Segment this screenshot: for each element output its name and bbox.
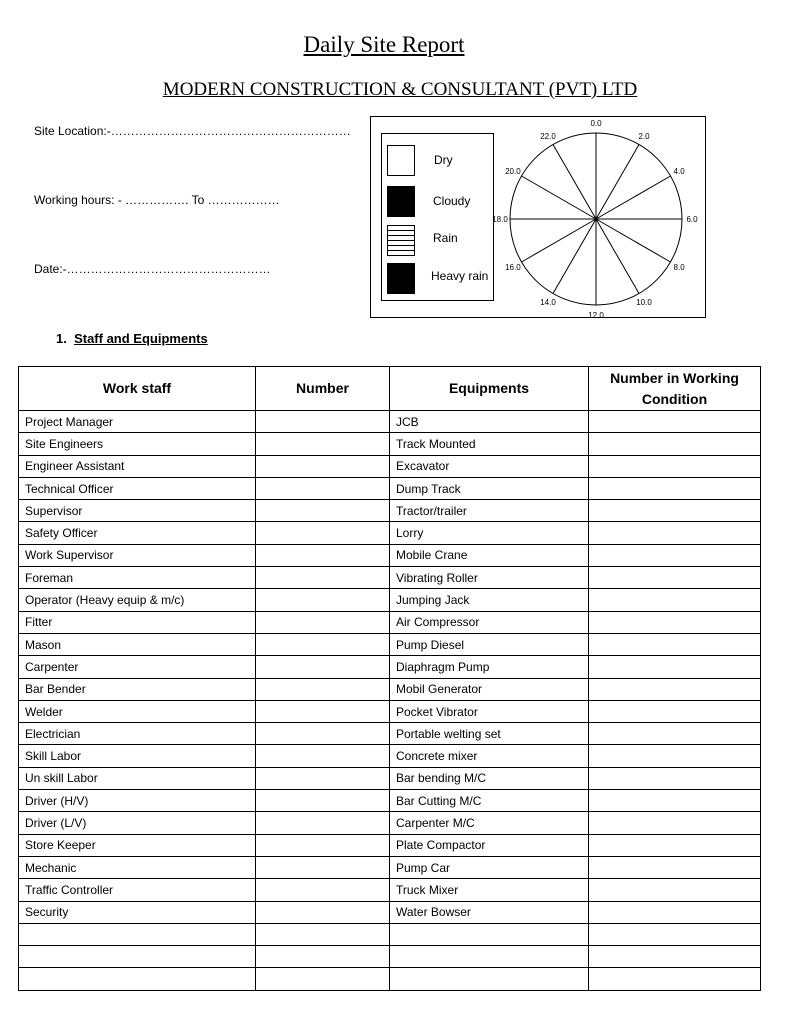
equipment-working-cell[interactable] bbox=[589, 968, 761, 990]
staff-cell: Safety Officer bbox=[19, 522, 256, 544]
table-row bbox=[19, 433, 761, 455]
staff-number-cell[interactable] bbox=[256, 477, 390, 499]
equipment-cell: Pump Car bbox=[390, 856, 589, 878]
equipment-cell bbox=[390, 968, 589, 990]
staff-cell: Electrician bbox=[19, 723, 256, 745]
equipment-working-cell[interactable] bbox=[589, 946, 761, 968]
equipment-working-cell[interactable] bbox=[589, 856, 761, 878]
equipment-working-cell[interactable] bbox=[589, 901, 761, 923]
dial-spoke bbox=[596, 145, 639, 220]
report-title: Daily Site Report bbox=[303, 32, 465, 57]
dial-spoke bbox=[522, 219, 597, 262]
staff-number-cell[interactable] bbox=[256, 923, 390, 945]
staff-number-cell[interactable] bbox=[256, 522, 390, 544]
staff-cell: Operator (Heavy equip & m/c) bbox=[19, 589, 256, 611]
table-row bbox=[19, 455, 761, 477]
equipment-cell: Bar bending M/C bbox=[390, 767, 589, 789]
table-row bbox=[19, 656, 761, 678]
heavy-rain-swatch bbox=[387, 263, 415, 294]
dial-label: 22.0 bbox=[540, 131, 556, 141]
equipment-working-cell[interactable] bbox=[589, 767, 761, 789]
staff-cell: Security bbox=[19, 901, 256, 923]
staff-cell bbox=[19, 968, 256, 990]
table-row bbox=[19, 522, 761, 544]
equipment-working-cell[interactable] bbox=[589, 633, 761, 655]
equipment-cell: Concrete mixer bbox=[390, 745, 589, 767]
equipment-cell: Diaphragm Pump bbox=[390, 656, 589, 678]
staff-cell: Traffic Controller bbox=[19, 879, 256, 901]
equipment-working-cell[interactable] bbox=[589, 611, 761, 633]
staff-number-cell[interactable] bbox=[256, 633, 390, 655]
staff-cell: Foreman bbox=[19, 567, 256, 589]
staff-number-cell[interactable] bbox=[256, 834, 390, 856]
table-row bbox=[19, 834, 761, 856]
staff-number-cell[interactable] bbox=[256, 901, 390, 923]
dial-spoke bbox=[596, 219, 639, 294]
equipment-cell: Pump Diesel bbox=[390, 633, 589, 655]
staff-number-cell[interactable] bbox=[256, 856, 390, 878]
legend-label-dry: Dry bbox=[434, 153, 453, 167]
dial-spoke bbox=[553, 145, 596, 220]
table-row bbox=[19, 856, 761, 878]
equipment-working-cell[interactable] bbox=[589, 411, 761, 433]
equipment-cell: Pocket Vibrator bbox=[390, 700, 589, 722]
dial-spoke bbox=[553, 219, 596, 294]
table-header-row bbox=[19, 367, 761, 411]
equipment-working-cell[interactable] bbox=[589, 723, 761, 745]
equipment-cell: Water Bowser bbox=[390, 901, 589, 923]
equipment-working-cell[interactable] bbox=[589, 879, 761, 901]
weather-panel bbox=[370, 116, 706, 318]
hour-dial bbox=[492, 119, 699, 320]
staff-number-cell[interactable] bbox=[256, 946, 390, 968]
staff-cell: Carpenter bbox=[19, 656, 256, 678]
equipment-cell: Truck Mixer bbox=[390, 879, 589, 901]
cloudy-swatch bbox=[387, 186, 415, 217]
equipment-cell: Vibrating Roller bbox=[390, 567, 589, 589]
dial-spoke bbox=[596, 176, 671, 219]
staff-cell: Driver (H/V) bbox=[19, 790, 256, 812]
staff-number-cell[interactable] bbox=[256, 589, 390, 611]
staff-cell: Project Manager bbox=[19, 411, 256, 433]
staff-number-cell[interactable] bbox=[256, 656, 390, 678]
table-row bbox=[19, 678, 761, 700]
table-row bbox=[19, 611, 761, 633]
section-number: 1. bbox=[56, 331, 67, 346]
staff-cell: Un skill Labor bbox=[19, 767, 256, 789]
staff-cell: Mason bbox=[19, 633, 256, 655]
table-row bbox=[19, 812, 761, 834]
equipment-working-cell[interactable] bbox=[589, 500, 761, 522]
header-number-working: Number in Working Condition bbox=[589, 367, 761, 411]
dial-label: 4.0 bbox=[673, 167, 685, 176]
dial-spoke bbox=[596, 219, 671, 262]
staff-number-cell[interactable] bbox=[256, 411, 390, 433]
dial-spoke bbox=[522, 176, 597, 219]
dial-label: 2.0 bbox=[638, 131, 650, 141]
staff-cell: Welder bbox=[19, 700, 256, 722]
equipment-working-cell[interactable] bbox=[589, 923, 761, 945]
dial-label: 6.0 bbox=[686, 215, 698, 224]
equipment-working-cell[interactable] bbox=[589, 544, 761, 566]
staff-cell: Work Supervisor bbox=[19, 544, 256, 566]
table-row bbox=[19, 567, 761, 589]
equipment-working-cell[interactable] bbox=[589, 678, 761, 700]
equipment-working-cell[interactable] bbox=[589, 812, 761, 834]
equipment-working-cell[interactable] bbox=[589, 790, 761, 812]
header-number: Number bbox=[256, 367, 390, 411]
staff-number-cell[interactable] bbox=[256, 723, 390, 745]
equipment-cell: Dump Track bbox=[390, 477, 589, 499]
section-heading bbox=[56, 331, 208, 346]
header-equipments: Equipments bbox=[390, 367, 589, 411]
staff-cell: Site Engineers bbox=[19, 433, 256, 455]
staff-number-cell[interactable] bbox=[256, 433, 390, 455]
equipment-working-cell[interactable] bbox=[589, 834, 761, 856]
table-row bbox=[19, 500, 761, 522]
staff-equipment-table bbox=[18, 366, 761, 991]
equipment-cell: Air Compressor bbox=[390, 611, 589, 633]
equipment-working-cell[interactable] bbox=[589, 433, 761, 455]
table-row bbox=[19, 477, 761, 499]
staff-number-cell[interactable] bbox=[256, 500, 390, 522]
rain-swatch bbox=[387, 225, 415, 256]
equipment-cell bbox=[390, 923, 589, 945]
equipment-working-cell[interactable] bbox=[589, 567, 761, 589]
staff-cell: Fitter bbox=[19, 611, 256, 633]
equipment-working-cell[interactable] bbox=[589, 477, 761, 499]
equipment-cell: JCB bbox=[390, 411, 589, 433]
weather-legend bbox=[381, 133, 494, 301]
dial-label: 0.0 bbox=[590, 119, 602, 128]
table-row bbox=[19, 633, 761, 655]
staff-number-cell[interactable] bbox=[256, 812, 390, 834]
staff-cell: Supervisor bbox=[19, 500, 256, 522]
equipment-cell: Excavator bbox=[390, 455, 589, 477]
staff-number-cell[interactable] bbox=[256, 700, 390, 722]
dial-label: 20.0 bbox=[505, 167, 521, 176]
staff-cell: Mechanic bbox=[19, 856, 256, 878]
dial-label: 16.0 bbox=[505, 263, 521, 272]
legend-label-rain: Rain bbox=[433, 231, 458, 245]
legend-label-cloudy: Cloudy bbox=[433, 194, 471, 208]
staff-number-cell[interactable] bbox=[256, 879, 390, 901]
equipment-cell: Tractor/trailer bbox=[390, 500, 589, 522]
equipment-cell: Carpenter M/C bbox=[390, 812, 589, 834]
equipment-cell: Mobil Generator bbox=[390, 678, 589, 700]
staff-number-cell[interactable] bbox=[256, 455, 390, 477]
equipment-working-cell[interactable] bbox=[589, 455, 761, 477]
equipment-cell: Portable welting set bbox=[390, 723, 589, 745]
equipment-working-cell[interactable] bbox=[589, 700, 761, 722]
staff-number-cell[interactable] bbox=[256, 678, 390, 700]
header-work-staff: Work staff bbox=[19, 367, 256, 411]
equipment-cell bbox=[390, 946, 589, 968]
dial-label: 10.0 bbox=[636, 298, 652, 308]
staff-cell: Skill Labor bbox=[19, 745, 256, 767]
working-hours-field: Working hours: - ……………. To ……………… bbox=[34, 193, 280, 207]
staff-number-cell[interactable] bbox=[256, 968, 390, 990]
site-location-field: Site Location:-…………………………………………………… bbox=[34, 124, 351, 138]
table-row bbox=[19, 589, 761, 611]
staff-cell bbox=[19, 946, 256, 968]
table-row bbox=[19, 745, 761, 767]
staff-cell: Driver (L/V) bbox=[19, 812, 256, 834]
table-row bbox=[19, 790, 761, 812]
equipment-cell: Lorry bbox=[390, 522, 589, 544]
equipment-cell: Plate Compactor bbox=[390, 834, 589, 856]
dial-label: 14.0 bbox=[540, 298, 556, 308]
table-row bbox=[19, 923, 761, 945]
table-row bbox=[19, 901, 761, 923]
equipment-cell: Mobile Crane bbox=[390, 544, 589, 566]
legend-label-heavy-rain: Heavy rain bbox=[431, 269, 489, 283]
staff-number-cell[interactable] bbox=[256, 611, 390, 633]
table-row bbox=[19, 879, 761, 901]
dry-swatch bbox=[387, 145, 415, 176]
equipment-cell: Jumping Jack bbox=[390, 589, 589, 611]
staff-cell bbox=[19, 923, 256, 945]
table-row bbox=[19, 700, 761, 722]
equipment-working-cell[interactable] bbox=[589, 589, 761, 611]
equipment-cell: Bar Cutting M/C bbox=[390, 790, 589, 812]
equipment-working-cell[interactable] bbox=[589, 656, 761, 678]
dial-label: 8.0 bbox=[673, 263, 685, 272]
table-row bbox=[19, 767, 761, 789]
section-title: Staff and Equipments bbox=[74, 331, 208, 346]
equipment-working-cell[interactable] bbox=[589, 745, 761, 767]
equipment-working-cell[interactable] bbox=[589, 522, 761, 544]
company-name: MODERN CONSTRUCTION & CONSULTANT (PVT) LTD bbox=[162, 79, 638, 100]
dial-label: 18.0 bbox=[492, 215, 508, 224]
staff-cell: Engineer Assistant bbox=[19, 455, 256, 477]
staff-number-cell[interactable] bbox=[256, 790, 390, 812]
date-field: Date:-…………………………………………… bbox=[34, 262, 271, 276]
table-row bbox=[19, 723, 761, 745]
staff-cell: Store Keeper bbox=[19, 834, 256, 856]
dial-label: 12.0 bbox=[588, 311, 604, 320]
staff-number-cell[interactable] bbox=[256, 767, 390, 789]
staff-cell: Bar Bender bbox=[19, 678, 256, 700]
equipment-cell: Track Mounted bbox=[390, 433, 589, 455]
staff-number-cell[interactable] bbox=[256, 567, 390, 589]
table-row bbox=[19, 411, 761, 433]
table-row bbox=[19, 968, 761, 990]
table-row bbox=[19, 946, 761, 968]
staff-number-cell[interactable] bbox=[256, 544, 390, 566]
table-row bbox=[19, 544, 761, 566]
staff-number-cell[interactable] bbox=[256, 745, 390, 767]
staff-cell: Technical Officer bbox=[19, 477, 256, 499]
